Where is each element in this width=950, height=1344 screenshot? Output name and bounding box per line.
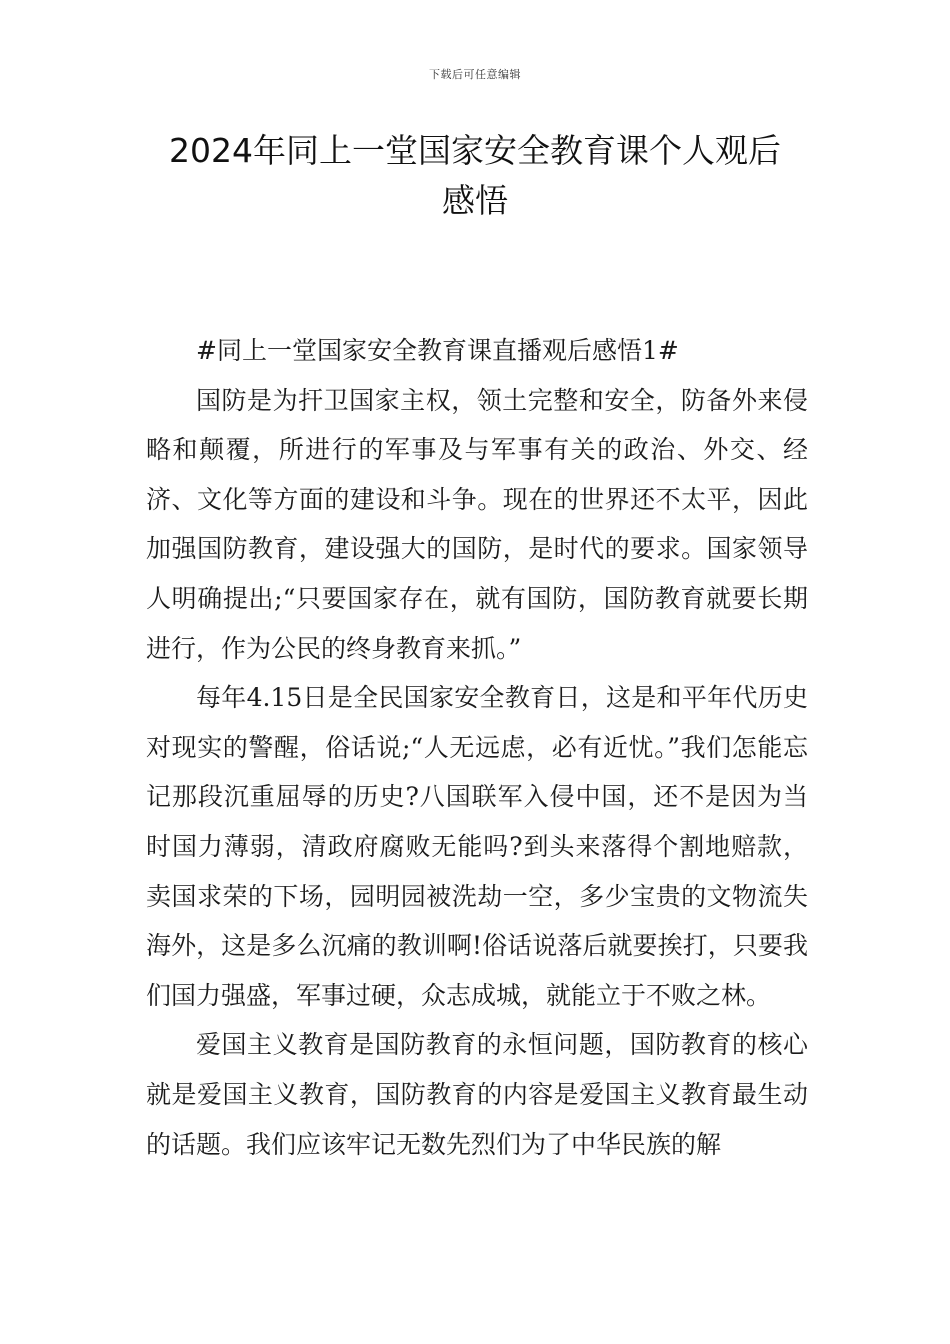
document-title-line-1: 2024年同上一堂国家安全教育课个人观后 [169, 131, 781, 170]
paragraph: 爱国主义教育是国防教育的永恒问题，国防教育的核心就是爱国主义教育，国防教育的内容是爱国主义教育最生动的话题。我们应该牢记无数先烈们为了中华民族的解 [146, 1030, 808, 1159]
paragraph: 国防是为扞卫国家主权，领土完整和安全，防备外来侵略和颠覆，所进行的军事及与军事有关的政治、外交、经济、文化等方面的建设和斗争。现在的世界还不太平，因此加强国防教育，建设强大的国防，是时代的要求。国家领导人明确提出;“只要国家存在，就有国防，国防教育就要长期进行，作为公民的终身教育来抓。” [146, 385, 808, 663]
header-note: 下载后可任意编辑 [429, 68, 521, 81]
paragraph: 每年4.15日是全民国家安全教育日，这是和平年代历史对现实的警醒，俗话说;“人无远虑，必有近忧。”我们怎能忘记那段沉重屈辱的历史?八国联军入侵中国，还不是因为当时国力薄弱，清政府腐败无能吗?到头来落得个割地赔款，卖国求荣的下场，园明园被洗劫一空，多少宝贵的文物流失海外，这是多么沉痛的教训啊!俗话说落后就要挨打，只要我们国力强盛，军事过硬，众志成城，就能立于不败之林。 [146, 683, 808, 1010]
section-heading: #同上一堂国家安全教育课直播观后感悟1# [196, 336, 679, 365]
document-body [146, 326, 808, 1169]
document-title-line-2: 感悟 [442, 181, 508, 220]
document-title [145, 126, 805, 226]
